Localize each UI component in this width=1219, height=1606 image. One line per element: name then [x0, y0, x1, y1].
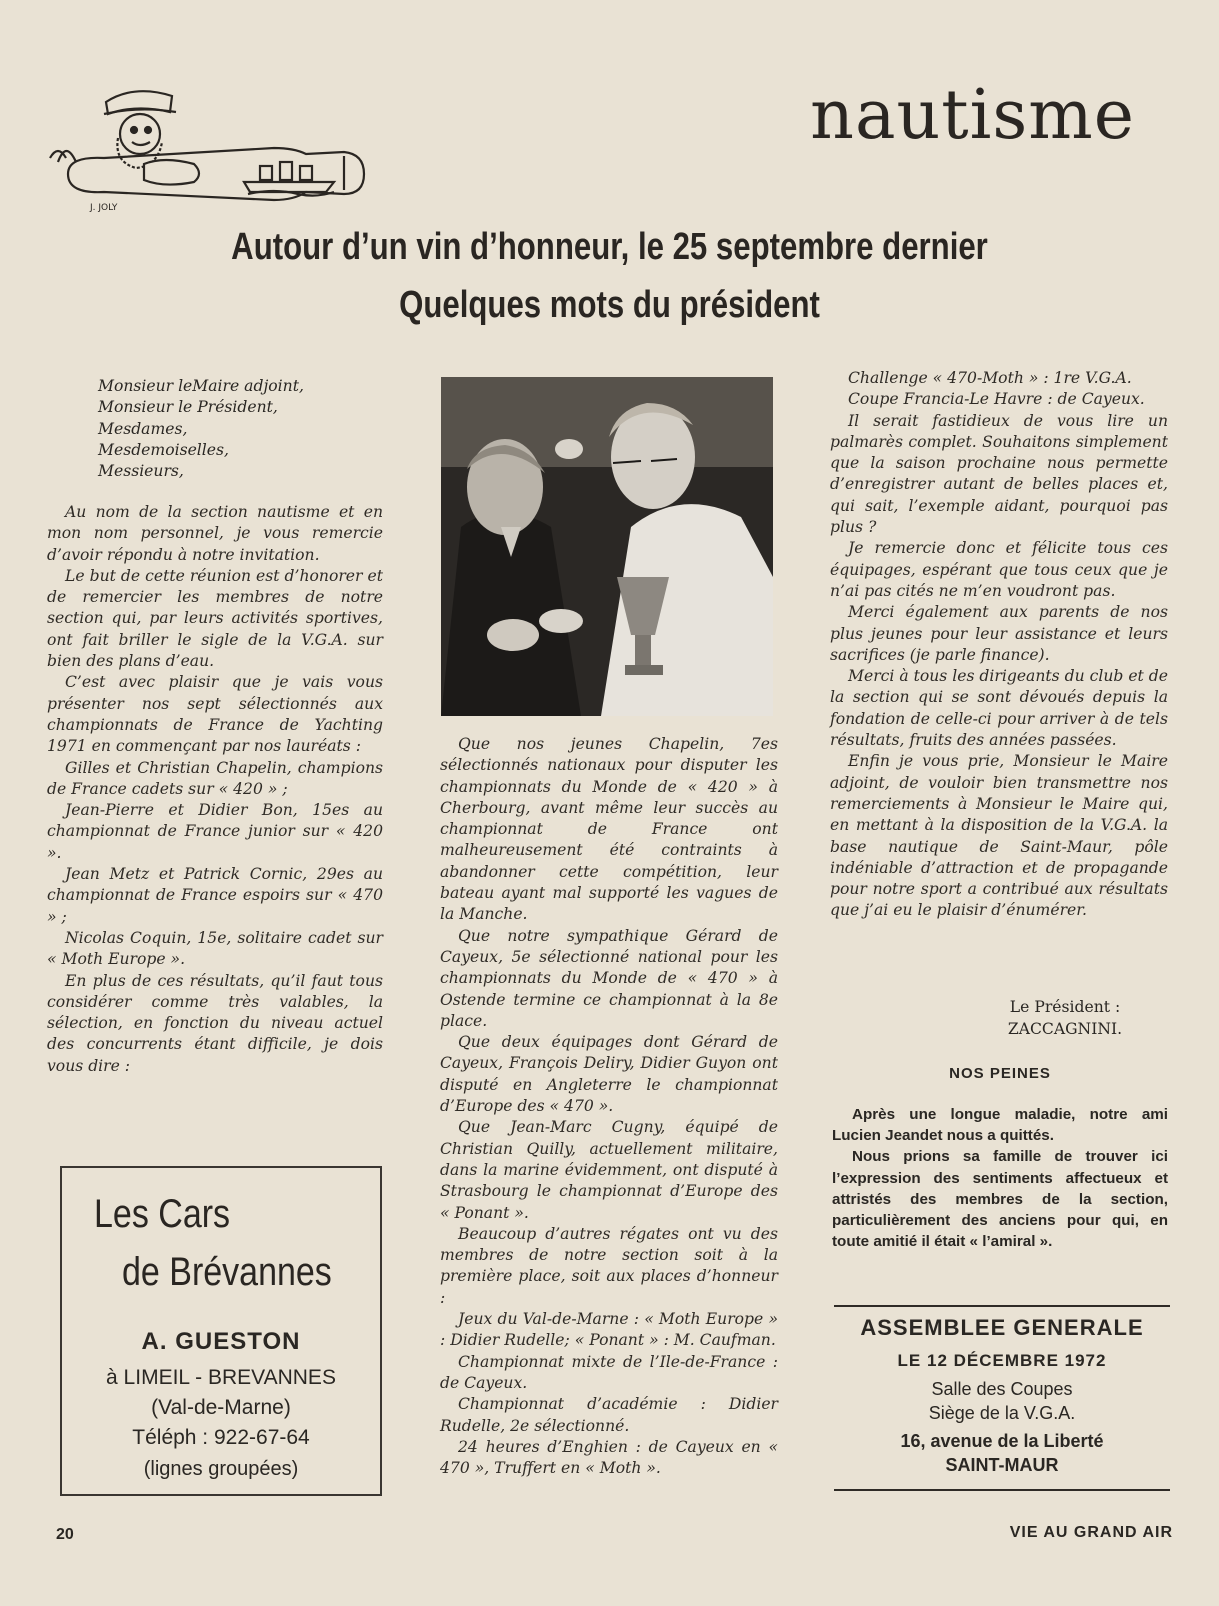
- paragraph: 24 heures d’Enghien : de Cayeux en « 470 », Truffert en « Moth ».: [440, 1437, 778, 1478]
- paragraph: Que deux équipages dont Gérard de Cayeux, François Deliry, Didier Guyon ont disputé en Angleterre le championnat d’Europe des « 470 ».: [440, 1033, 778, 1116]
- photo-illustration: [441, 377, 773, 716]
- paragraph: Merci également aux parents de nos plus jeunes pour leur assistance et leurs sacrifices (je parle finance).: [830, 603, 1168, 664]
- paragraph: Après une longue maladie, notre ami Lucien Jeandet nous a quittés.: [832, 1106, 1168, 1145]
- article-column-1: [47, 502, 383, 1077]
- page-number: 20: [56, 1526, 74, 1543]
- assemblee-address: 16, avenue de la Liberté: [900, 1431, 1104, 1451]
- paragraph: Au nom de la section nautisme et en mon nom personnel, je vous remercie d’avoir répondu à notre invitation.: [47, 503, 383, 564]
- signature-name: ZACCAGNINI.: [1007, 1020, 1123, 1038]
- paragraph: Jean-Pierre et Didier Bon, 15es au championnat de France junior sur « 420 ».: [47, 801, 383, 862]
- paragraph: Enfin je vous prie, Monsieur le Maire adjoint, de vouloir bien transmettre nos remerciements à Monsieur le Maire qui, en mettant à la disposition de la V.G.A. la base nautique de Saint-Maur, pôle indéniable d’attraction et de propagande pour notre sport a contribué aux résultats que j’ai eu le plaisir d’énumérer.: [830, 752, 1168, 920]
- section-title: nautisme: [810, 76, 1135, 155]
- salutation-line: Mesdames,: [98, 419, 188, 438]
- article-column-3: [830, 368, 1168, 922]
- advert-name: A. GUESTON: [141, 1328, 301, 1355]
- paragraph: Championnat d’académie : Didier Rudelle, 2e sélectionné.: [440, 1395, 778, 1435]
- paragraph: Il serait fastidieux de vous lire un palmarès complet. Souhaitons simplement que la saison prochaine nous permette d’enregistrer autant de belles places et, qui sait, l’exemple aidant, pourquoi pas plus ?: [830, 411, 1168, 537]
- assemblee-title: ASSEMBLEE GENERALE: [860, 1315, 1144, 1340]
- paragraph: Challenge « 470-Moth » : 1re V.G.A.: [848, 369, 1132, 387]
- advert-note: (lignes groupées): [143, 1458, 299, 1480]
- paragraph: Le but de cette réunion est d’honorer et de remercier les membres de notre section qui, par leurs activités sportives, ont fait briller le sigle de la V.G.A. sur bien des plans d’eau.: [47, 566, 383, 671]
- assemblee-place-2: Siège de la V.G.A.: [928, 1403, 1076, 1423]
- advert-city: à LIMEIL - BREVANNES: [106, 1366, 336, 1389]
- paragraph: Beaucoup d’autres régates ont vu des membres de notre section soit à la première place, soit aux places d’honneur :: [440, 1224, 778, 1307]
- paragraph: Jeux du Val-de-Marne : « Moth Europe » : Didier Rudelle; « Ponant » : M. Caufman.: [440, 1310, 778, 1350]
- paragraph: Jean Metz et Patrick Cornic, 29es au championnat de France espoirs sur « 470 » ;: [47, 865, 383, 926]
- salutation-line: Mesdemoiselles,: [98, 440, 229, 459]
- paragraph: Nicolas Coquin, 15e, solitaire cadet sur « Moth Europe ».: [47, 928, 383, 969]
- assemblee-date: LE 12 DÉCEMBRE 1972: [897, 1351, 1107, 1370]
- trophy-photo: [441, 377, 773, 716]
- sailor-cartoon-logo: [44, 82, 384, 212]
- nos-peines-text: [832, 1104, 1168, 1252]
- paragraph: C’est avec plaisir que je vais vous présenter nos sept sélectionnés aux championnats de France de Yachting 1971 en commençant par nos lauréats :: [47, 673, 383, 756]
- paragraph: Que Jean-Marc Cugny, équipé de Christian Quilly, actuellement militaire, dans la marine évidemment, ont disputé à Strasbourg le championnat d’Europe des « Ponant ».: [440, 1118, 778, 1222]
- paragraph: Championnat mixte de l’Ile-de-France : de Cayeux.: [440, 1352, 778, 1392]
- assemblee-generale-box: [834, 1305, 1170, 1491]
- advert-line-1: Les Cars: [94, 1192, 231, 1236]
- salutation-line: Messieurs,: [98, 462, 184, 481]
- advert-box: [60, 1166, 382, 1496]
- paragraph: Gilles et Christian Chapelin, champions de France cadets sur « 420 » ;: [47, 758, 383, 798]
- paragraph: Je remercie donc et félicite tous ces équipages, espérant que tous ceux que je n’ai pas cités ne m’en voudront pas.: [830, 539, 1168, 600]
- salutation-line: Monsieur le Président,: [98, 398, 278, 417]
- salutation-line: Monsieur leMaire adjoint,: [98, 377, 304, 395]
- advert-phone: Téléph : 922-67-64: [132, 1426, 310, 1449]
- paragraph: Nous prions sa famille de trouver ici l’expression des sentiments affectueux et attristés des membres de la section, particulièrement des anciens pour qui, en toute amitié il était « l’amiral ».: [832, 1148, 1168, 1251]
- salutation: [98, 376, 304, 482]
- advert-region: (Val-de-Marne): [151, 1396, 291, 1419]
- headline-main: Autour d’un vin d’honneur, le 25 septembre dernier: [231, 226, 988, 268]
- paragraph: Que nos jeunes Chapelin, 7es sélectionnés nationaux pour disputer les championnats du Monde de « 420 » à Cherbourg, avant même leur succès au championnat de France ont malheureusement été contraints à abandonner cette compétition, leur bateau ayant mal supporté les vagues de la Manche.: [440, 735, 778, 924]
- logo-signature: J. JOLY: [90, 203, 118, 212]
- paragraph: Que notre sympathique Gérard de Cayeux, 5e sélectionné national pour les championnats du Monde de « 470 » à Ostende termine ce championnat à la 8e place.: [440, 926, 778, 1030]
- paragraph: Coupe Francia-Le Havre : de Cayeux.: [848, 390, 1145, 409]
- article-column-2: [440, 734, 778, 1479]
- headline-sub: Quelques mots du président: [399, 284, 820, 326]
- signature-role: Le Président :: [1009, 998, 1121, 1016]
- advert-line-2: de Brévannes: [122, 1250, 332, 1294]
- nos-peines-title: NOS PEINES: [949, 1065, 1051, 1082]
- paragraph: En plus de ces résultats, qu’il faut tous considérer comme très valables, la sélection, en fonction du niveau actuel des concurrents étant difficile, je dois vous dire :: [47, 971, 383, 1075]
- assemblee-place: Salle des Coupes: [931, 1379, 1073, 1399]
- assemblee-city: SAINT-MAUR: [945, 1455, 1059, 1475]
- signature: [960, 996, 1170, 1040]
- magazine-name: VIE AU GRAND AIR: [1009, 1524, 1173, 1541]
- paragraph: Merci à tous les dirigeants du club et de la section qui se sont dévoués depuis la fondation de celle-ci pour arriver à de tels résultats, fruits des années passées.: [830, 667, 1168, 750]
